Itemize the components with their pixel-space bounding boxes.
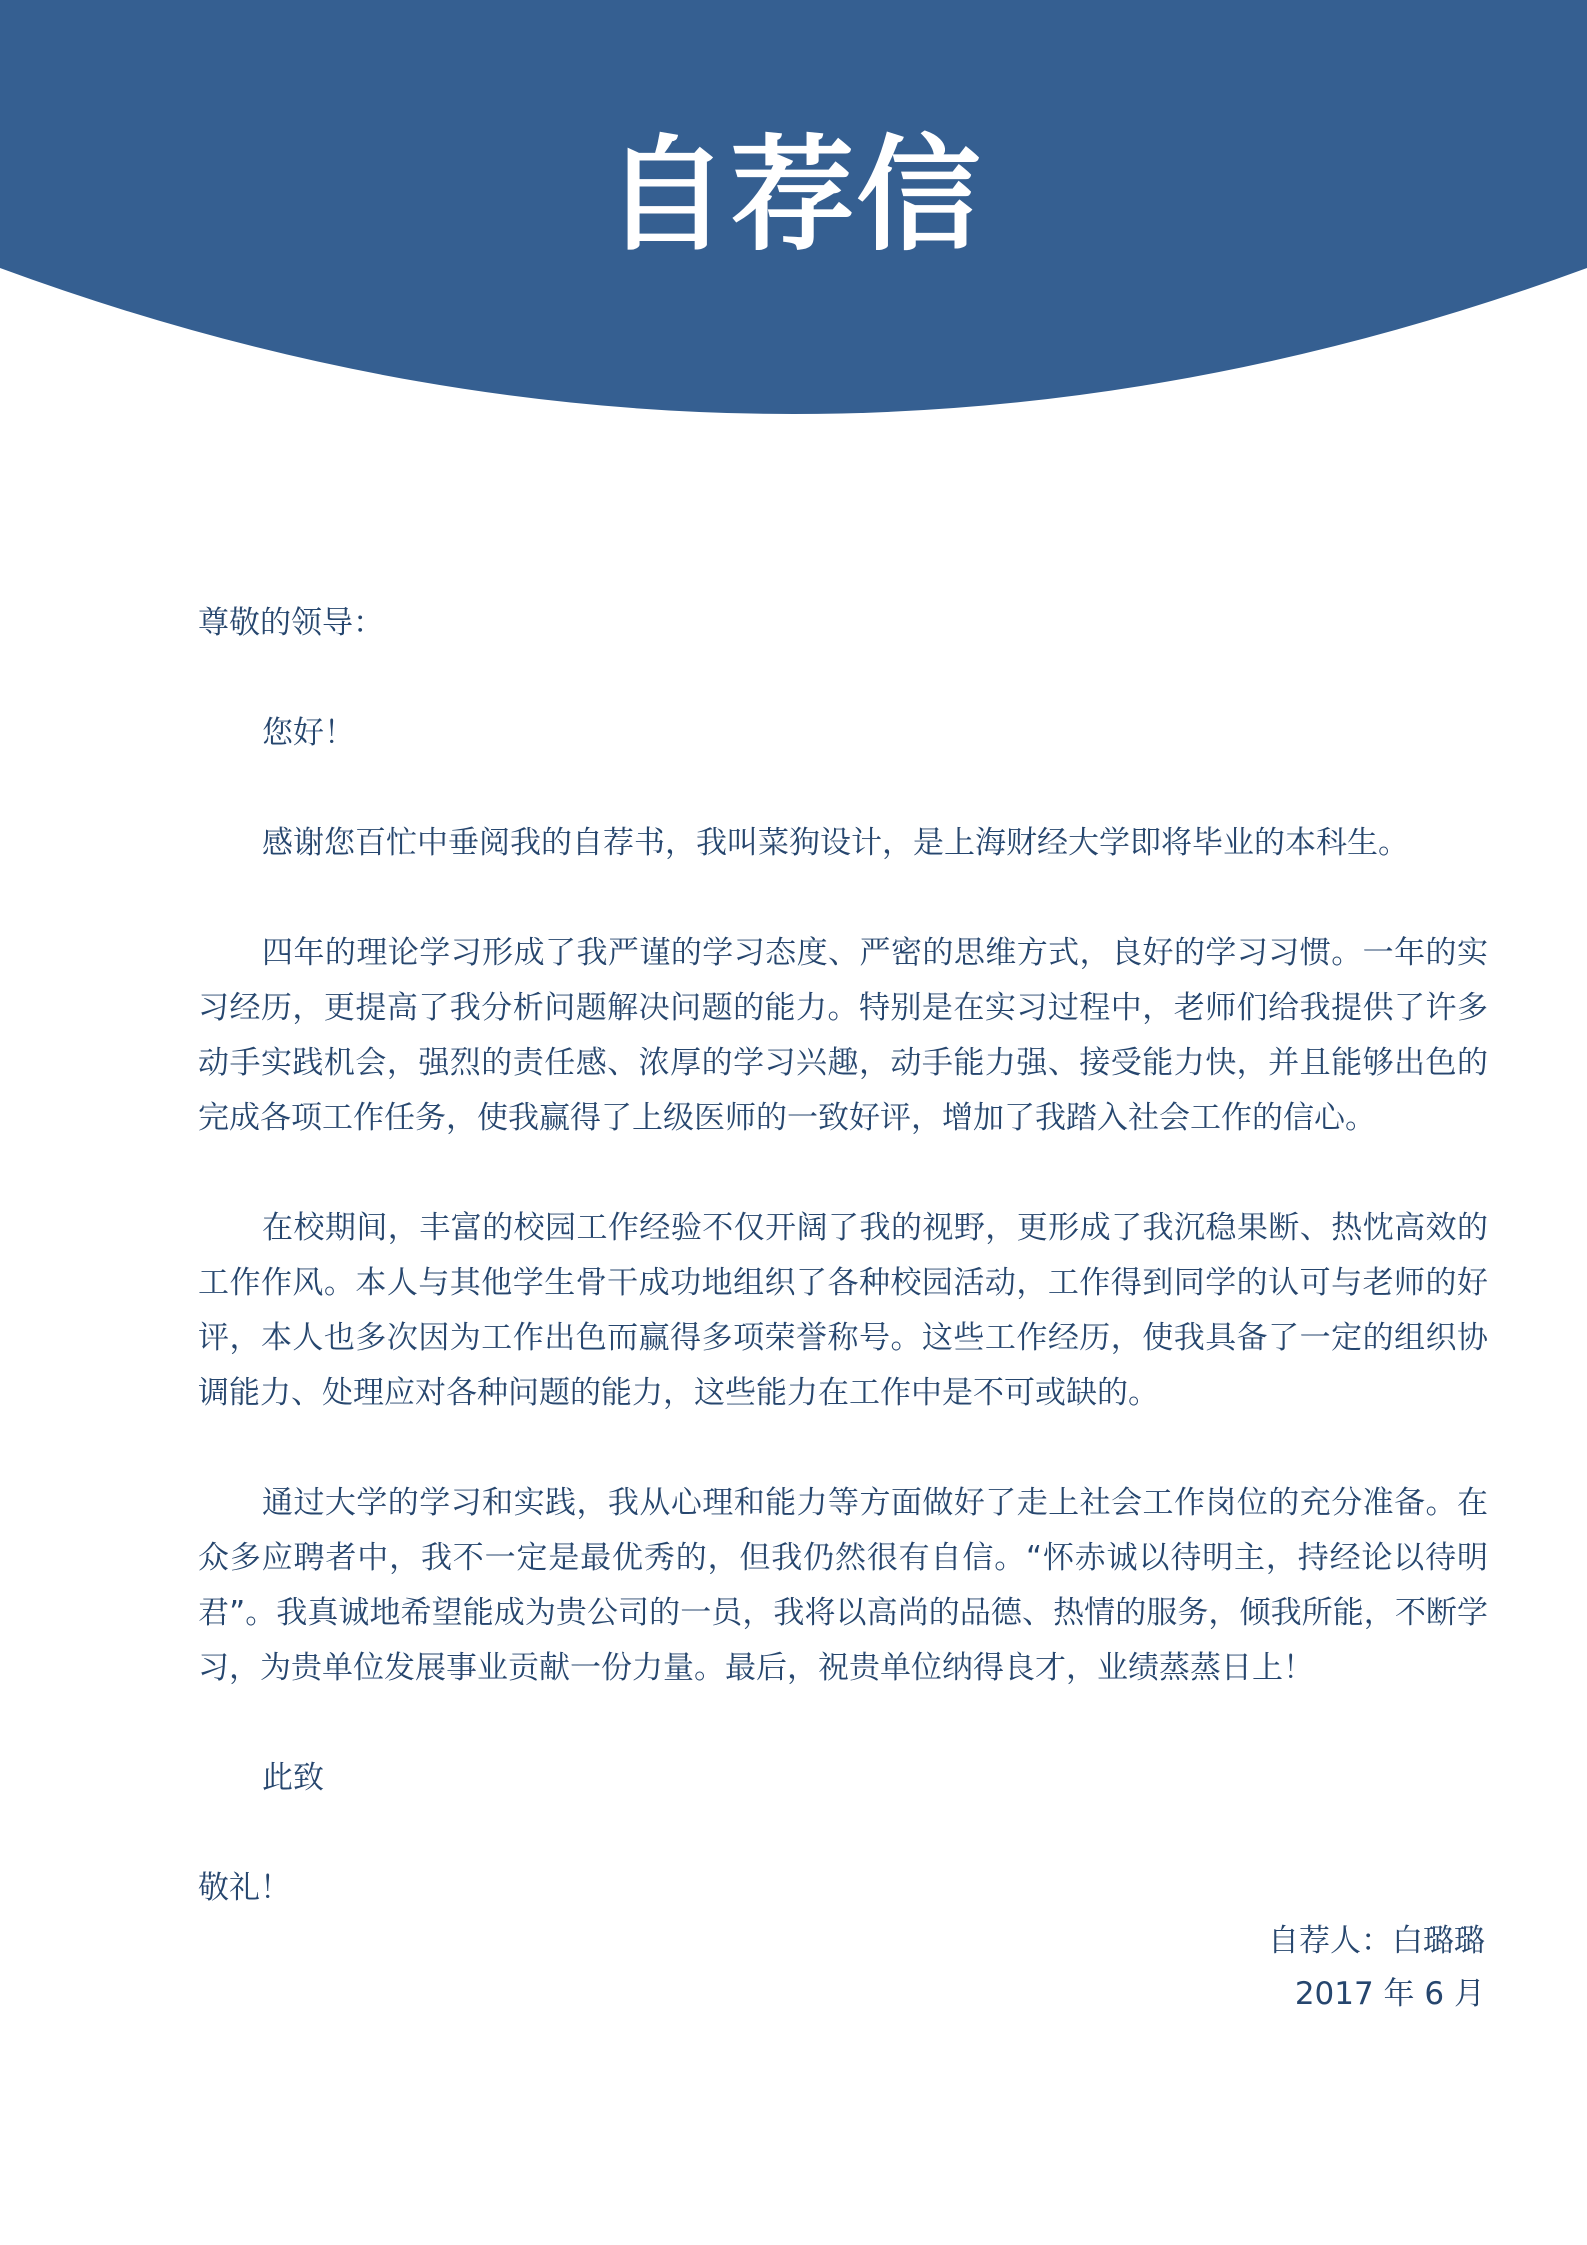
paragraph-campus: 在校期间，丰富的校园工作经验不仅开阔了我的视野，更形成了我沉稳果断、热忱高效的工作作风。本人与其他学生骨干成功地组织了各种校园活动，工作得到同学的认可与老师的好评，本人也多次因为工作出色而赢得多项荣誉称号。这些工作经历，使我具备了一定的组织协调能力、处理应对各种问题的能力，这些能力在工作中是不可或缺的。 (198, 1210, 1488, 1411)
paragraph-conclusion: 通过大学的学习和实践，我从心理和能力等方面做好了走上社会工作岗位的充分准备。在众多应聘者中，我不一定是最优秀的，但我仍然很有自信。“怀赤诚以待明主，持经论以待明君”。我真诚地希望能成为贵公司的一员，我将以高尚的品德、热情的服务，倾我所能，不断学习，为贵单位发展事业贡献一份力量。最后，祝贵单位纳得良才，业绩蒸蒸日上！ (198, 1485, 1488, 1686)
closing-jingli: 敬礼！ (198, 1870, 291, 1906)
letter-body (198, 596, 1488, 1971)
signature-date: 2017 年 6 月 (1294, 1976, 1485, 2012)
closing-cizhi: 此致 (262, 1760, 324, 1796)
page-title: 自荐信 (604, 124, 983, 268)
signature-name: 自荐人：白璐璐 (1268, 1923, 1485, 1959)
salutation: 尊敬的领导： (198, 605, 384, 641)
signature-block (1268, 1915, 1485, 2021)
paragraph-study: 四年的理论学习形成了我严谨的学习态度、严密的思维方式，良好的学习习惯。一年的实习经历，更提高了我分析问题解决问题的能力。特别是在实习过程中，老师们给我提供了许多动手实践机会，强烈的责任感、浓厚的学习兴趣，动手能力强、接受能力快，并且能够出色的完成各项工作任务，使我赢得了上级医师的一致好评，增加了我踏入社会工作的信心。 (198, 935, 1488, 1136)
paragraph-intro: 感谢您百忙中垂阅我的自荐书，我叫菜狗设计，是上海财经大学即将毕业的本科生。 (262, 825, 1409, 861)
greeting: 您好！ (262, 715, 355, 751)
